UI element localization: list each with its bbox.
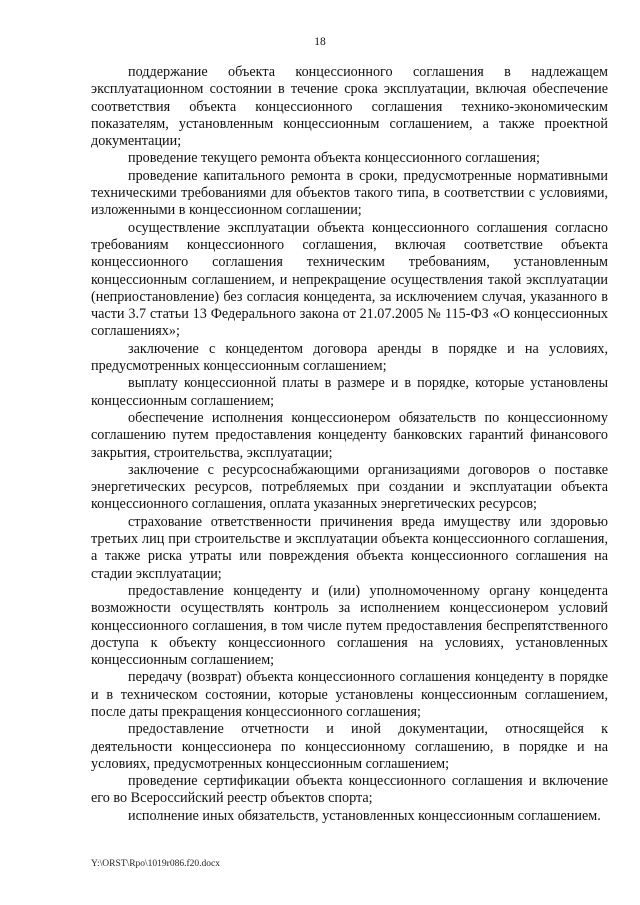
paragraph: обеспечение исполнения концессионером обязательств по концессионному соглашению путем предоставления концеденту банковских гарантий финансового закрытия, строительства, эксплуатации; [91, 409, 608, 461]
paragraph: исполнение иных обязательств, установленных концессионным соглашением. [128, 807, 601, 824]
paragraph: предоставление концеденту и (или) уполномоченному органу концедента возможности осуществлять контроль за исполнением концессионером условий концессионного соглашения, в том числе путем предоставления беспрепятственного доступа к объекту концессионного соглашения на условиях, установленных концессионным соглашением; [91, 582, 608, 669]
paragraph: проведение текущего ремонта объекта концессионного соглашения; [128, 150, 540, 167]
paragraph: проведение сертификации объекта концессионного соглашения и включение его во Всероссийский реестр объектов спорта; [91, 773, 608, 807]
document-body [91, 64, 608, 825]
paragraph: предоставление отчетности и иной документации, относящейся к деятельности концессионера по концессионному соглашению, в порядке и на условиях, предусмотренных концессионным соглашением; [91, 721, 608, 772]
paragraph: поддержание объекта концессионного соглашения в надлежащем эксплуатационном состоянии в течение срока эксплуатации, включая обеспечение соответствия объекта концессионного соглашения технико-экономическим показателям, установленным концессионным соглашением, а также проектной документации; [91, 64, 608, 150]
paragraph: проведение капитального ремонта в сроки, предусмотренные нормативными техническими требованиями для объектов такого типа, в соответствии с условиями, изложенными в концессионном соглашении; [91, 167, 608, 219]
paragraph: осуществление эксплуатации объекта концессионного соглашения согласно требованиям концессионного соглашения, включая соответствие объекта концессионного соглашения техническим требованиям, установленным концессионным соглашением, и непрекращение осуществления такой эксплуатации (неприостановление) без согласия концедента, за исключением случая, указанного в части 3.7 статьи 13 Федерального закона от 21.07.2005 № 115-ФЗ «О концессионных соглашениях»; [91, 219, 608, 340]
paragraph: выплату концессионной платы в размере и в порядке, которые установлены концессионным соглашением; [91, 375, 608, 409]
file-path-footer: Y:\ORST\Rpo\1019r086.f20.docx [91, 859, 220, 869]
page-number: 18 [314, 36, 326, 48]
paragraph: страхование ответственности причинения вреда имуществу или здоровью третьих лиц при строительстве и эксплуатации объекта концессионного соглашения, а также риска утраты или повреждения объекта концессионного соглашения на стадии эксплуатации; [91, 513, 608, 582]
paragraph: передачу (возврат) объекта концессионного соглашения концеденту в порядке и в техническом состоянии, которые установлены концессионным соглашением, после даты прекращения концессионного соглашения; [91, 669, 608, 720]
paragraph: заключение с ресурсоснабжающими организациями договоров о поставке энергетических ресурсов, потребляемых при создании и эксплуатации объекта концессионного соглашения, оплата указанных энергетических ресурсов; [91, 461, 608, 513]
paragraph: заключение с концедентом договора аренды в порядке и на условиях, предусмотренных концессионным соглашением; [91, 340, 608, 375]
